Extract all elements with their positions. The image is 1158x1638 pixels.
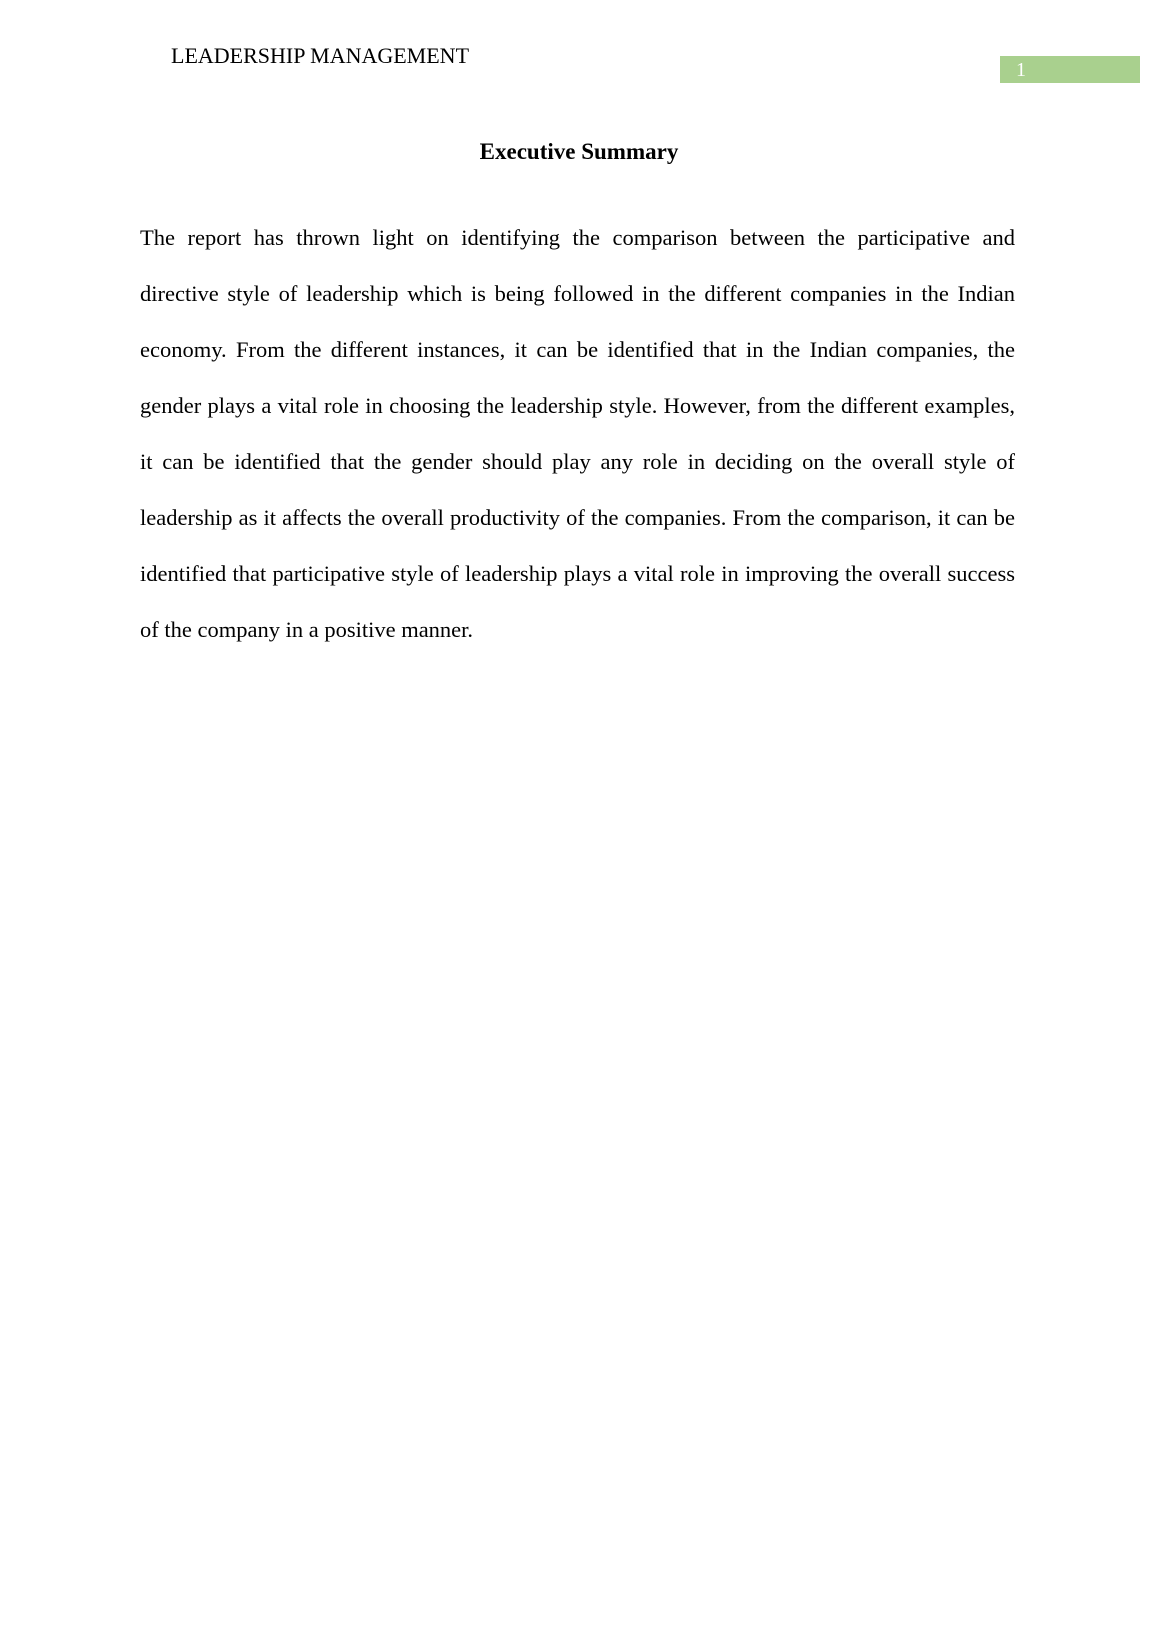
section-title: Executive Summary: [479, 139, 679, 164]
body-paragraph: The report has thrown light on identifying the comparison between the participative and directive style of leadership which is being followed in the different companies in the Indian economy. From the different instances, it can be identified that in the Indian companies, the gender plays a vital role in choosing the leadership style. However, from the different examples, it can be identified that the gender should play any role in deciding on the overall style of leadership as it affects the overall productivity of the companies. From the comparison, it can be identified that participative style of leadership plays a vital role in improving the overall success of the company in a positive manner.: [140, 225, 1015, 642]
running-head: LEADERSHIP MANAGEMENT: [171, 43, 470, 68]
page-number: 1: [1000, 56, 1140, 83]
